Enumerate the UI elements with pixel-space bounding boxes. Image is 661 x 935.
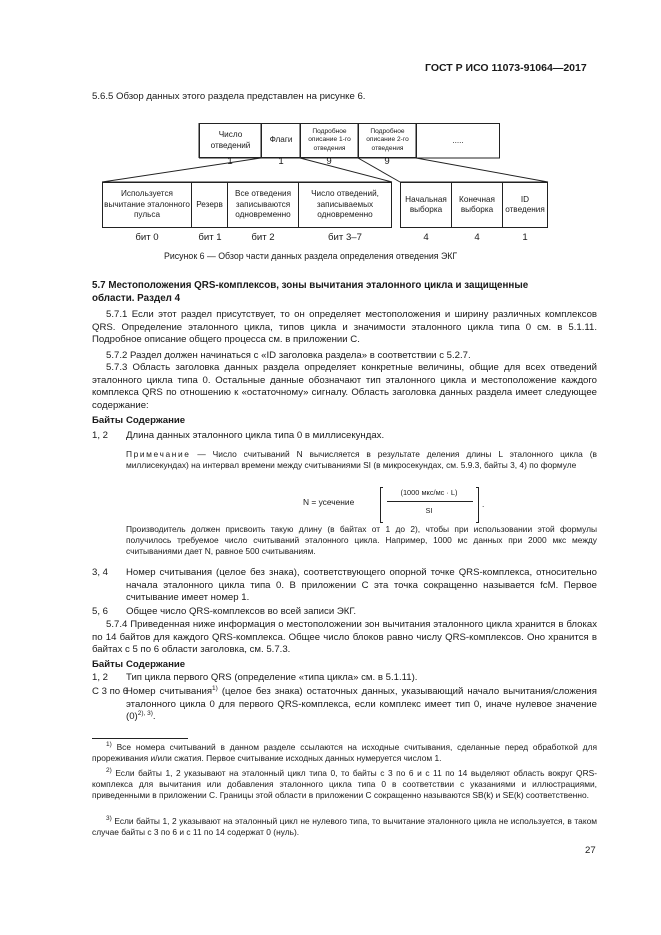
fig-box-lead2-detail: Подробное описание 2-го отведения bbox=[358, 123, 417, 158]
table2-row1-text: Тип цикла первого QRS (определение «типа цикла» см. в 5.1.11). bbox=[126, 672, 418, 683]
table1-row2-bytes: 3, 4 bbox=[92, 567, 109, 578]
table1-col-bytes: Байты bbox=[92, 415, 124, 426]
table1-note: Примечание — Число считываний N вычисляется в результате деления длины L эталонного цикла (в миллисекундах) на интервал времени между считываниями SI (в микросекундах, см. 5.9.3, байты 3, 4) по формуле bbox=[126, 449, 597, 470]
table2-row1-bytes: 1, 2 bbox=[92, 672, 109, 683]
fig-top-num: 9 bbox=[384, 156, 390, 167]
paragraph-5-7-1: 5.7.1 Если этот раздел присутствует, то он определяет местоположения и ширину различных комплексов QRS. Определение эталонного цикла, типов цикла и значимости эталонного цикла типа 0 см. в 5.1.11. Подробное описание общего процесса см. в приложении С. bbox=[92, 309, 597, 346]
fig-top-num: 1 bbox=[227, 156, 233, 167]
table1-note-after: Производитель должен присвоить такую длину (в байтах от 1 до 2), чтобы при использовании этой формулы получилось требуемое число считываний эталонного цикла. Например, 1000 мс данных при 2000 мкс между считываниями дает N, равное 500 считываниям. bbox=[126, 524, 597, 556]
table2-col-content: Содержание bbox=[126, 659, 186, 670]
fig-box-start-sample: Начальная выборка bbox=[400, 182, 452, 228]
fig-bit-label: бит 1 bbox=[198, 232, 222, 243]
fig-bit-label: бит 0 bbox=[135, 232, 159, 243]
table1-col-content: Содержание bbox=[126, 415, 186, 426]
fig-size-label: 1 bbox=[522, 232, 528, 243]
fig-box-simultaneous-lead-count: Число отведений, записываемых одновременно bbox=[298, 182, 392, 228]
page-number: 27 bbox=[585, 845, 596, 856]
fig-box-ref-beat-subtraction: Используется вычитание эталонного пульса bbox=[102, 182, 192, 228]
footnote-2: $^{2)}$ Если байты 1, 2 указывают на эталонный цикл типа 0, то байты с 3 по 6 и с 11 по 14 выделяют область вокруг QRS-комплекса для вычитания или добавления эталонного цикла типа 0 в соответствии с указаниями и иллюстрациями, приведенными в приложении С. Границы этой области в приложении С сокращенно называются SB(k) и SE(k) соответственно. bbox=[92, 767, 597, 800]
table2-row2-bytes: С 3 по 6 bbox=[92, 686, 129, 697]
footnote-separator bbox=[92, 738, 188, 739]
fig-top-num: 1 bbox=[278, 156, 284, 167]
paragraph-5-7-4: 5.7.4 Приведенная ниже информация о местоположении зон вычитания эталонного цикла хранится в блоках по 14 байтов для каждого QRS-комплекса. Общее число блоков равно числу QRS-комплексов. Оно хранится в байтах с 5 по 6 области заголовка, см. 5.7.3. bbox=[92, 619, 597, 656]
table2-col-bytes: Байты bbox=[92, 659, 124, 670]
table1-row3-bytes: 5, 6 bbox=[92, 606, 109, 617]
paragraph-5-7-2: 5.7.2 Раздел должен начинаться с «ID заголовка раздела» в соответствии с 5.2.7. bbox=[106, 350, 471, 361]
fig-bit-label: бит 3–7 bbox=[328, 232, 362, 243]
fig-box-flags: Флаги bbox=[261, 123, 301, 158]
table1-row3-text: Общее число QRS-комплексов во всей записи ЭКГ. bbox=[126, 606, 357, 617]
fig-top-num: 9 bbox=[326, 156, 332, 167]
fig-box-lead1-detail: Подробное описание 1-го отведения bbox=[300, 123, 359, 158]
figure-caption: Рисунок 6 — Обзор части данных раздела определения отведения ЭКГ bbox=[164, 251, 458, 261]
table1-row2-text: Номер считывания (целое без знака), соответствующего опорной точке QRS-комплекса, относительно начала эталонного цикла типа 0. В приложении С эта точка сокращенно называется fcM. Первое считывание имеет номер 1. bbox=[126, 567, 597, 604]
intro-text: 5.6.5 Обзор данных этого раздела представлен на рисунке 6. bbox=[92, 91, 366, 102]
fig-box-reserved: Резерв bbox=[191, 182, 228, 228]
table1-row1-text: Длина данных эталонного цикла типа 0 в миллисекундах. bbox=[126, 430, 385, 441]
fig-box-ellipsis: ..... bbox=[416, 123, 500, 158]
section-title: 5.7 Местоположения QRS-комплексов, зоны вычитания эталонного цикла и защищенные области. Раздел 4 bbox=[92, 280, 529, 304]
fig-box-end-sample: Конечная выборка bbox=[451, 182, 503, 228]
table1-row1-bytes: 1, 2 bbox=[92, 430, 109, 441]
fig-size-label: 4 bbox=[423, 232, 429, 243]
document-header: ГОСТ Р ИСО 11073-91064—2017 bbox=[425, 62, 587, 74]
footnote-3: $^{3)}$ Если байты 1, 2 указывают на эталонный цикл не нулевого типа, то вычитание эталонного цикла не используется, в таком случае байты с 3 по 6 и с 11 по 14 содержат 0 (нуль). bbox=[92, 815, 597, 837]
footnote-1: $^{1)}$ Все номера считываний в данном разделе ссылаются на исходные считывания, сделанные перед обработкой для прореживания и/или сжатия. Первое считывание исходных данных нумеруется числом 1. bbox=[92, 741, 597, 763]
table2-row2-text: Номер считывания$^{1)}$ (целое без знака) остаточных данных, указывающий начало вычитания/сложения эталонного цикла 0 для первого QRS-комплекса, если комплекс имеет тип 0, иначе нулевое значение $(0)^{2), 3)}$. bbox=[126, 684, 597, 723]
fig-box-all-leads-simultaneous: Все отведения записываются одновременно bbox=[227, 182, 299, 228]
fig-bit-label: бит 2 bbox=[251, 232, 275, 243]
paragraph-5-7-3: 5.7.3 Область заголовка данных раздела определяет конкретные величины, общие для всех отведений эталонного цикла типа 0. Остальные данные обозначают тип эталонного цикла и местоположение каждого комплекса QRS по отношению к «остаточному» сигналу. Область заголовка данных раздела имеет следующее содержание: bbox=[92, 362, 597, 411]
fig-size-label: 4 bbox=[474, 232, 480, 243]
fig-box-lead-id: ID отведения bbox=[502, 182, 548, 228]
fig-box-lead-count: Число отведений bbox=[199, 123, 262, 158]
